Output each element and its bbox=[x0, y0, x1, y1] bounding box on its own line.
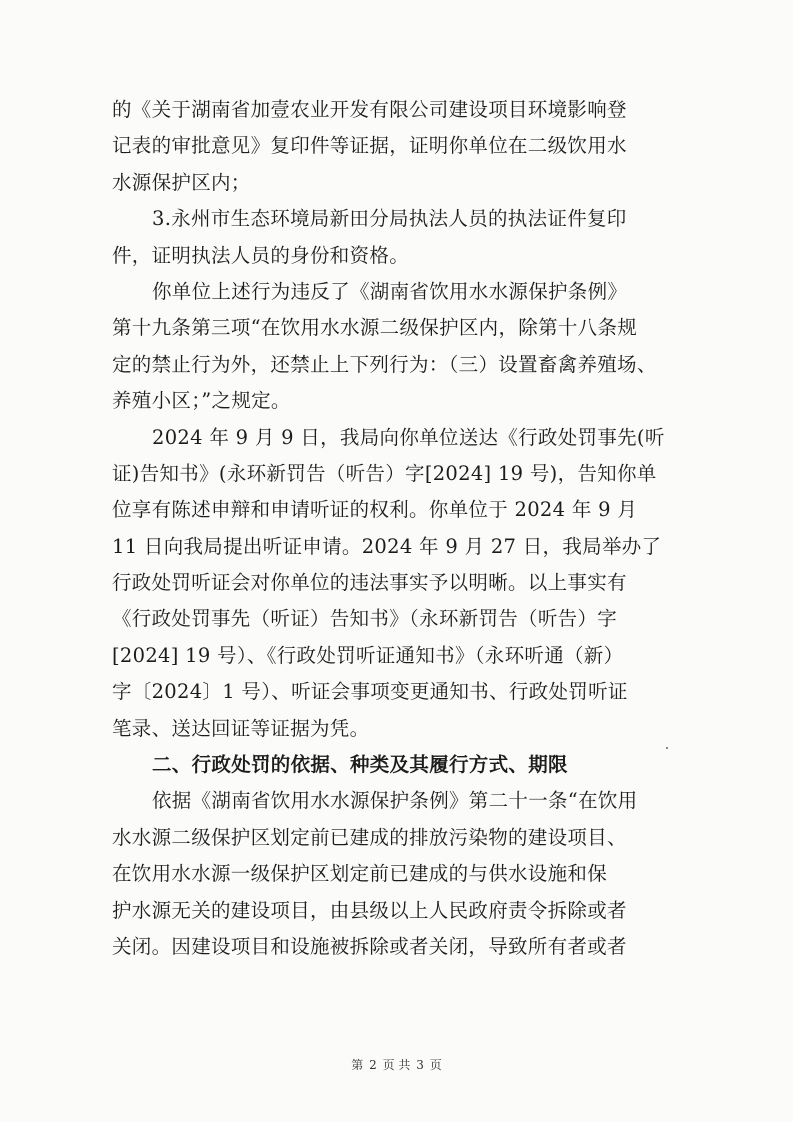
footer-suffix: 页 bbox=[429, 1058, 442, 1072]
text-line: 字〔2024〕1 号）、听证会事项变更通知书、行政处罚听证 bbox=[112, 680, 628, 704]
paragraph-evidence-credentials bbox=[112, 201, 692, 274]
text-line: 件，证明执法人员的身份和资格。 bbox=[112, 243, 410, 267]
text-line: [2024] 19 号）、《行政处罚听证通知书》（永环听通（新） bbox=[112, 643, 624, 667]
section-heading: 二、行政处罚的依据、种类及其履行方式、期限 bbox=[152, 753, 568, 777]
text-line: 水源保护区内； bbox=[112, 170, 251, 194]
text-line: 3.永州市生态环境局新田分局执法人员的执法证件复印 bbox=[152, 207, 627, 231]
footer-middle: 页 共 bbox=[382, 1058, 411, 1072]
text-line: 依据《湖南省饮用水水源保护条例》第二十一条“在饮用 bbox=[152, 789, 638, 813]
text-line: 第十九条第三项“在饮用水水源二级保护区内，除第十八条规 bbox=[112, 316, 638, 340]
text-line: 养殖小区；”之规定。 bbox=[112, 389, 291, 413]
footer-current-page: 2 bbox=[369, 1058, 377, 1072]
text-line: 你单位上述行为违反了《湖南省饮用水水源保护条例》 bbox=[152, 279, 628, 303]
document-body bbox=[112, 92, 692, 965]
text-line: 位享有陈述申辩和申请听证的权利。你单位于 2024 年 9 月 bbox=[112, 498, 638, 522]
text-line: 护水源无关的建设项目，由县级以上人民政府责令拆除或者 bbox=[112, 898, 627, 922]
text-line: 2024 年 9 月 9 日，我局向你单位送达《行政处罚事先(听 bbox=[152, 425, 665, 449]
scan-speck bbox=[666, 747, 668, 749]
paragraph-legal-basis bbox=[112, 783, 692, 965]
text-line: 关闭。因建设项目和设施被拆除或者关闭，导致所有者或者 bbox=[112, 934, 627, 958]
text-line: 的《关于湖南省加壹农业开发有限公司建设项目环境影响登 bbox=[112, 98, 627, 121]
text-line: 11 日向我局提出听证申请。2024 年 9 月 27 日，我局举办了 bbox=[112, 534, 662, 558]
text-line: 证)告知书》(永环新罚告（听告）字[2024] 19 号)，告知你单 bbox=[112, 461, 657, 485]
text-line: 定的禁止行为外，还禁止上下列行为：（三）设置畜禽养殖场、 bbox=[112, 352, 657, 376]
paragraph-hearing bbox=[112, 420, 692, 748]
paragraph-evidence-approval bbox=[112, 92, 692, 201]
text-line: 《行政处罚事先（听证）告知书》（永环新罚告（听告）字 bbox=[112, 607, 618, 631]
footer-total-pages: 3 bbox=[416, 1058, 424, 1072]
text-line: 记表的审批意见》复印件等证据，证明你单位在二级饮用水 bbox=[112, 134, 627, 158]
text-line: 水水源二级保护区划定前已建成的排放污染物的建设项目、 bbox=[112, 825, 627, 849]
paragraph-violation bbox=[112, 274, 692, 420]
text-line: 行政处罚听证会对你单位的违法事实予以明晰。以上事实有 bbox=[112, 571, 627, 595]
text-line: 笔录、送达回证等证据为凭。 bbox=[112, 716, 370, 740]
footer-prefix: 第 bbox=[351, 1058, 364, 1072]
page-footer bbox=[0, 1056, 793, 1073]
text-line: 在饮用水水源一级保护区划定前已建成的与供水设施和保 bbox=[112, 862, 608, 886]
